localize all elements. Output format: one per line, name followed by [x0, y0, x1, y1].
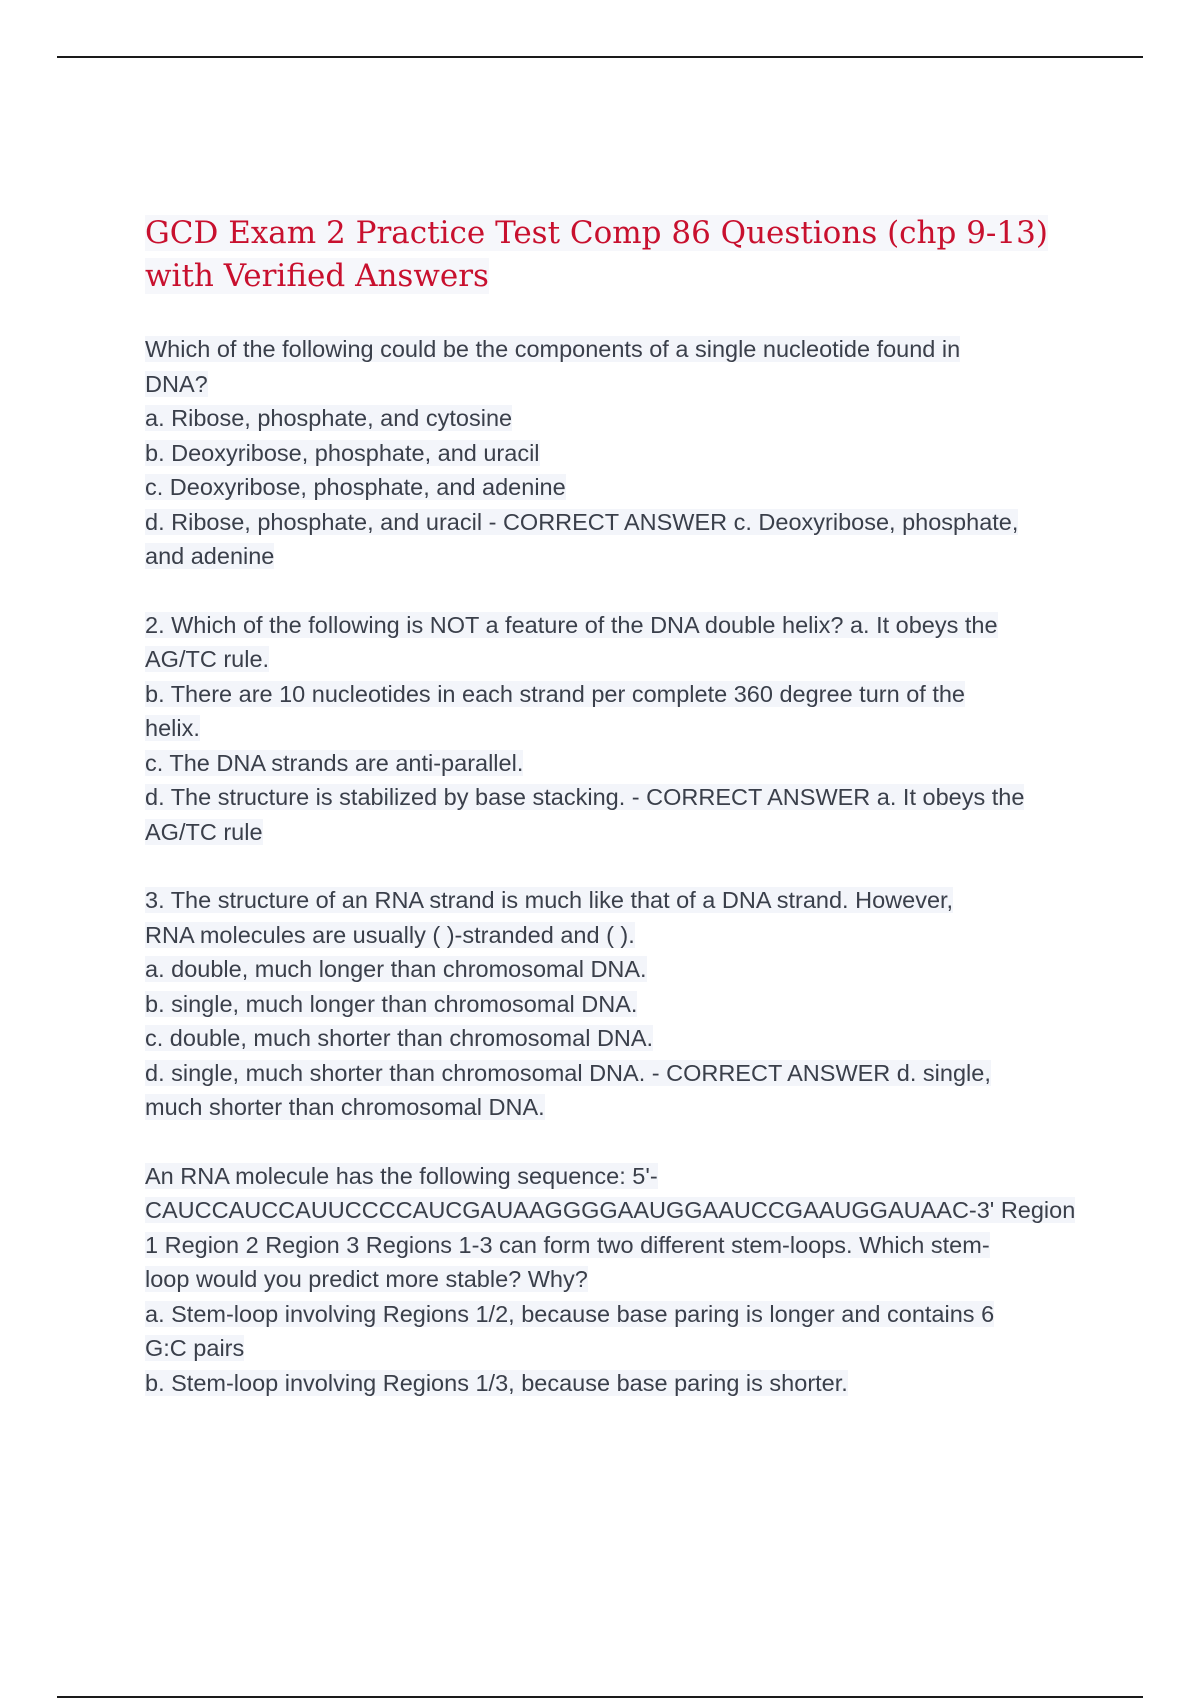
question-text: CAUCCAUCCAUUCCCCAUCGAUAAGGGGAAUGGAAUCCGAAUGGAUAAC-3' Region: [145, 1197, 1076, 1223]
title-line-1: GCD Exam 2 Practice Test Comp 86 Questions (chp 9-13): [145, 215, 1048, 251]
title-line-2: with Verified Answers: [145, 258, 489, 294]
question-line: [145, 332, 1095, 367]
option-c: [145, 470, 1095, 505]
option-text: c. Deoxyribose, phosphate, and adenine: [145, 474, 566, 500]
question-text: An RNA molecule has the following sequence: 5'-: [145, 1162, 658, 1189]
question-text: DNA?: [145, 370, 208, 397]
option-b: [145, 1366, 1095, 1401]
question-text: RNA molecules are usually ( )-stranded and ( ).: [145, 921, 635, 948]
option-text: b. single, much longer than chromosomal DNA.: [145, 990, 638, 1017]
option-d-with-answer: [145, 505, 1095, 540]
option-c: [145, 1021, 1095, 1056]
option-text: G:C pairs: [145, 1335, 245, 1361]
question-line: [145, 883, 1095, 918]
question-3: [145, 883, 1095, 1125]
question-line: [145, 367, 1095, 402]
answer-text: and adenine: [145, 543, 275, 569]
answer-text: d. single, much shorter than chromosomal DNA. - CORRECT ANSWER d. single,: [145, 1059, 991, 1086]
question-line: [145, 1228, 1095, 1263]
document-body: [145, 212, 1095, 1434]
option-text: a. Ribose, phosphate, and cytosine: [145, 405, 513, 431]
question-line: [145, 608, 1095, 643]
question-text: 2. Which of the following is NOT a feature of the DNA double helix? a. It obeys the: [145, 611, 998, 638]
answer-continuation: [145, 815, 1095, 850]
option-text: helix.: [145, 715, 200, 741]
option-b-continuation: [145, 711, 1095, 746]
question-line: [145, 1262, 1095, 1297]
top-rule: [57, 56, 1143, 58]
option-b: [145, 987, 1095, 1022]
bottom-rule: [57, 1696, 1143, 1698]
answer-text: much shorter than chromosomal DNA.: [145, 1094, 545, 1120]
option-text: b. Stem-loop involving Regions 1/3, because base paring is shorter.: [145, 1369, 848, 1396]
question-2: [145, 608, 1095, 850]
question-line: [145, 1193, 1095, 1228]
option-c: [145, 746, 1095, 781]
answer-continuation: [145, 539, 1095, 574]
question-1: [145, 332, 1095, 574]
answer-text: d. The structure is stabilized by base stacking. - CORRECT ANSWER a. It obeys the: [145, 784, 1025, 810]
option-text: c. double, much shorter than chromosomal DNA.: [145, 1025, 654, 1051]
document-title: [145, 212, 1095, 298]
option-text: c. The DNA strands are anti-parallel.: [145, 749, 524, 776]
option-b: [145, 436, 1095, 471]
option-a: [145, 401, 1095, 436]
option-text: b. Deoxyribose, phosphate, and uracil: [145, 439, 540, 466]
question-line: [145, 1159, 1095, 1194]
question-line: [145, 918, 1095, 953]
option-text: b. There are 10 nucleotides in each strand per complete 360 degree turn of the: [145, 680, 965, 707]
question-line: [145, 642, 1095, 677]
option-text: a. Stem-loop involving Regions 1/2, because base paring is longer and contains 6: [145, 1300, 995, 1327]
question-text: Which of the following could be the components of a single nucleotide found in: [145, 336, 961, 362]
answer-text: d. Ribose, phosphate, and uracil - CORRECT ANSWER c. Deoxyribose, phosphate,: [145, 508, 1019, 535]
option-d-with-answer: [145, 780, 1095, 815]
question-text: loop would you predict more stable? Why?: [145, 1266, 588, 1292]
option-a-continuation: [145, 1331, 1095, 1366]
question-text: 1 Region 2 Region 3 Regions 1-3 can form two different stem-loops. Which stem-: [145, 1231, 990, 1258]
question-4: [145, 1159, 1095, 1401]
question-list: [145, 332, 1095, 1400]
answer-continuation: [145, 1090, 1095, 1125]
question-text: 3. The structure of an RNA strand is much like that of a DNA strand. However,: [145, 887, 954, 913]
option-a: [145, 952, 1095, 987]
option-text: a. double, much longer than chromosomal DNA.: [145, 956, 647, 982]
option-a: [145, 1297, 1095, 1332]
option-b: [145, 677, 1095, 712]
option-d-with-answer: [145, 1056, 1095, 1091]
answer-text: AG/TC rule: [145, 818, 263, 845]
question-text: AG/TC rule.: [145, 646, 270, 672]
